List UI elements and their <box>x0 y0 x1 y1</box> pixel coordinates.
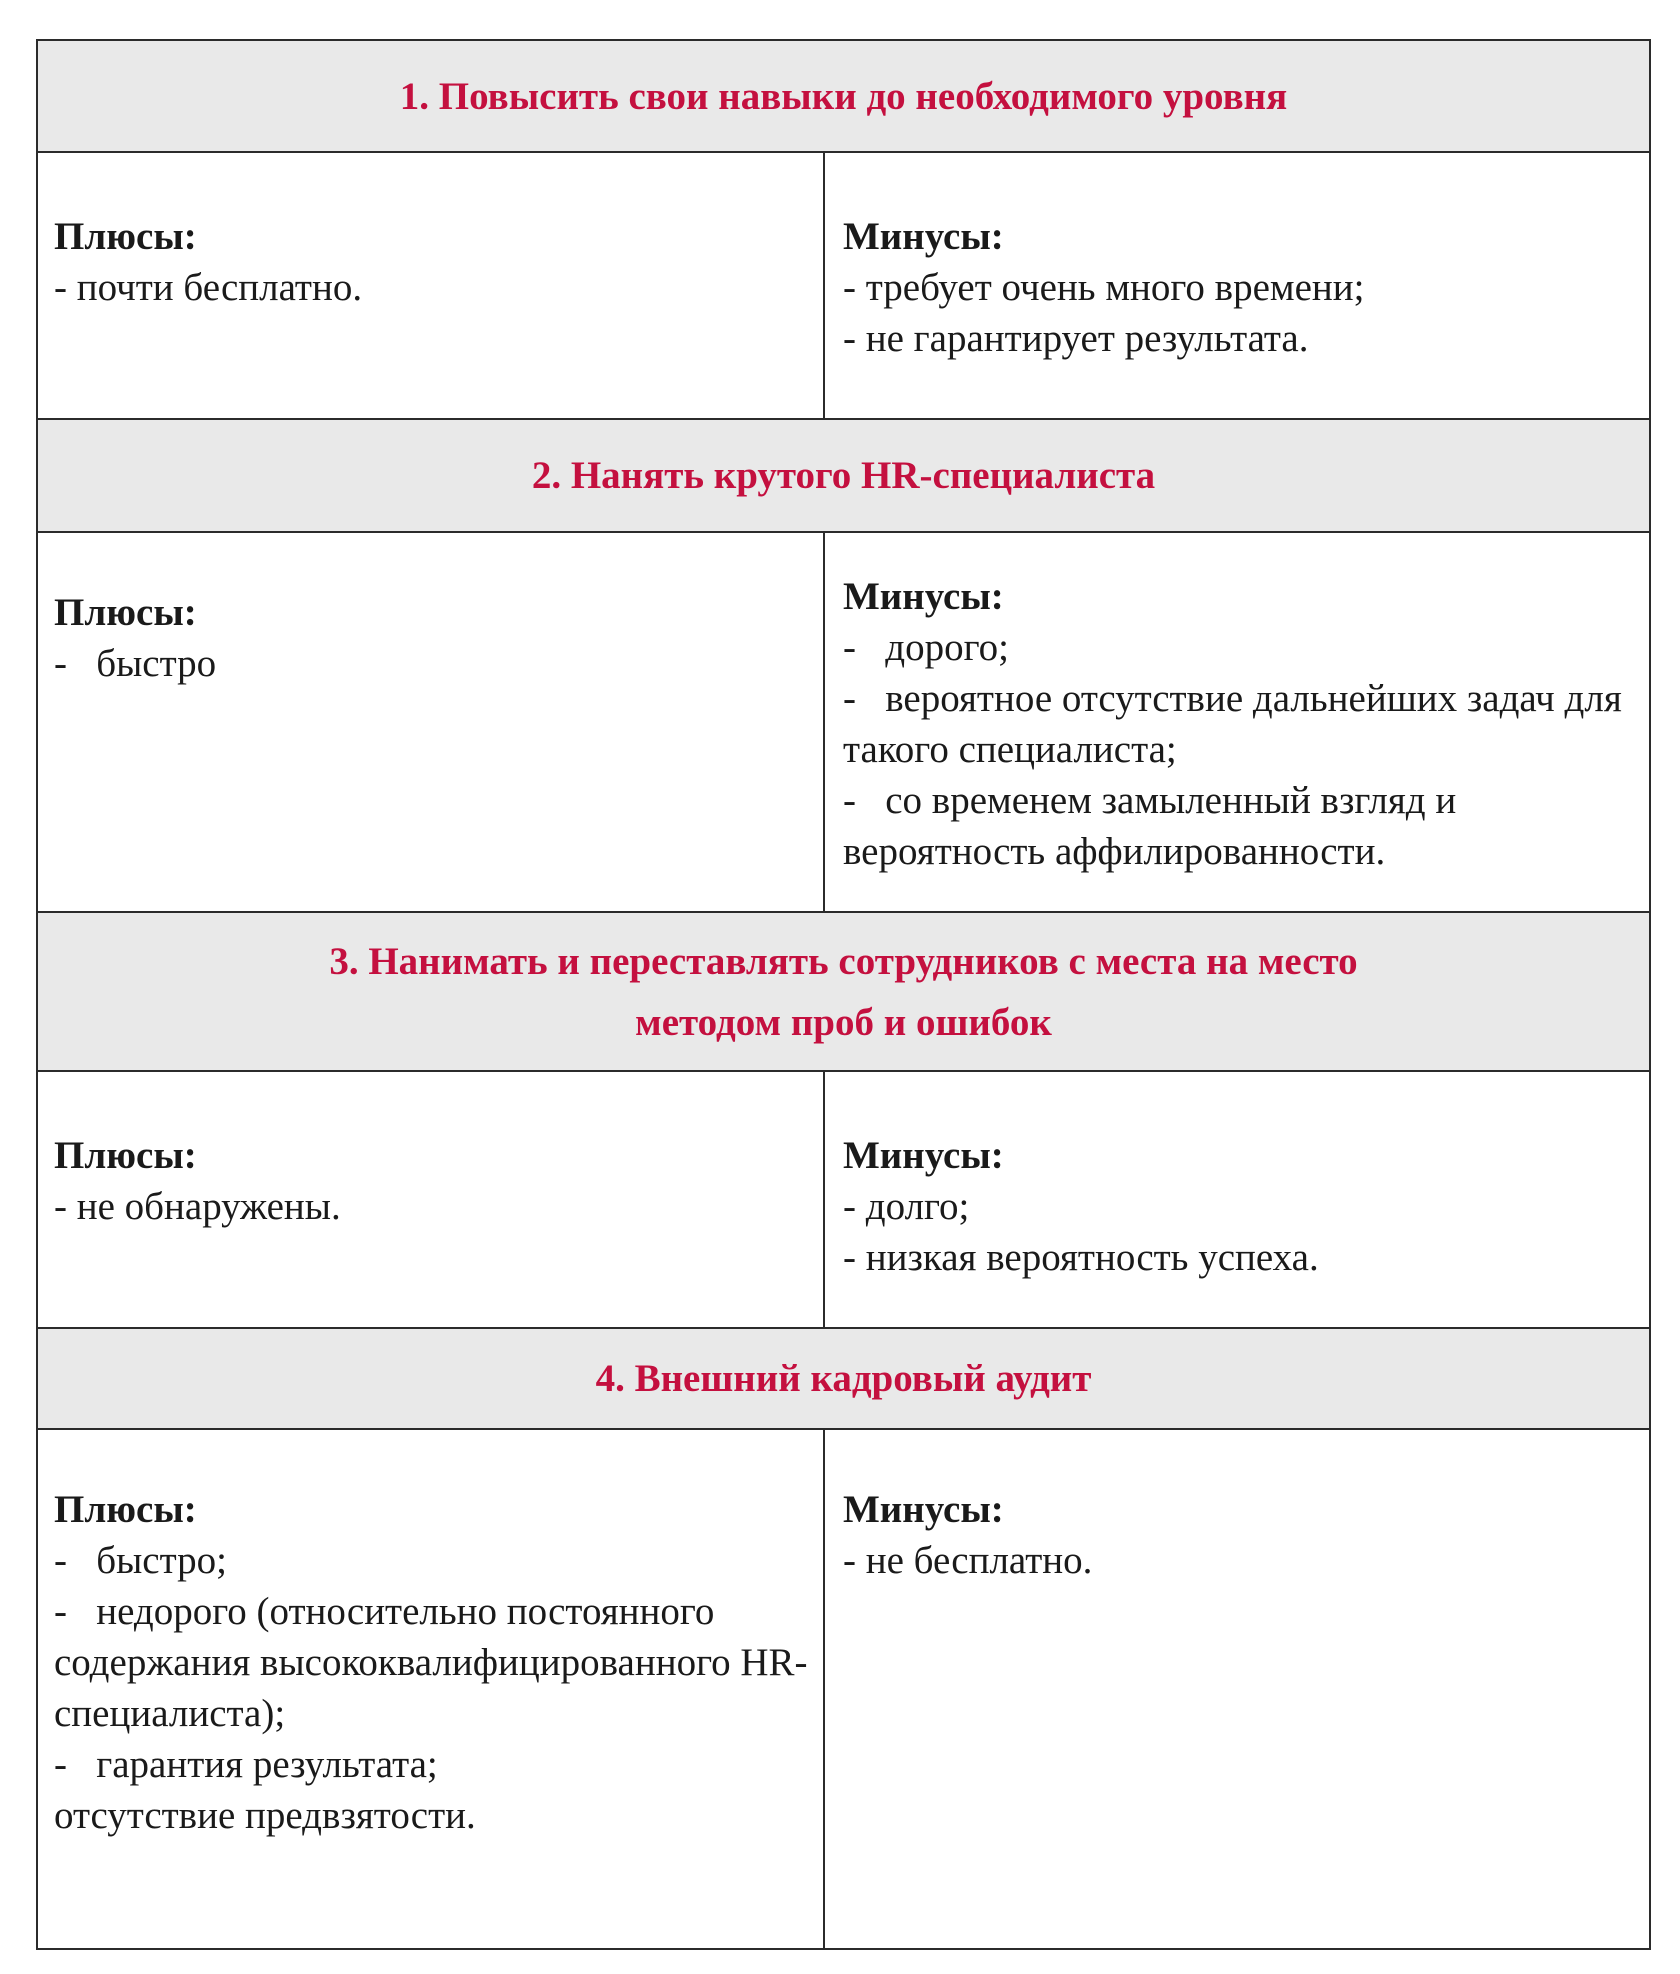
pros-item: - быстро; <box>54 1539 227 1582</box>
section-2-row <box>38 533 1649 913</box>
section-4-pros <box>38 1430 825 1948</box>
cons-item: - со временем замыленный взгляд и вероятность аффилированности. <box>843 779 1467 873</box>
cons-item: - не бесплатно. <box>843 1539 1093 1582</box>
pros-item: - быстро <box>54 642 217 685</box>
pros-label: Плюсы: <box>54 1488 197 1531</box>
pros-item: - недорого (относительно постоянного содержания высококвалифицированного HR-специалиста); <box>54 1590 808 1735</box>
section-2-cons <box>825 533 1649 911</box>
cons-item: - долго; <box>843 1185 970 1228</box>
cons-label: Минусы: <box>843 575 1004 618</box>
cons-label: Минусы: <box>843 1488 1004 1531</box>
section-2-title: 2. Нанять крутого HR-специалиста <box>38 420 1649 533</box>
section-1-cons <box>825 153 1649 418</box>
pros-item: отсутствие предвзятости. <box>54 1794 476 1837</box>
pros-item: - гарантия результата; <box>54 1743 438 1786</box>
section-3-cons <box>825 1072 1649 1327</box>
cons-item: - низкая вероятность успеха. <box>843 1236 1319 1279</box>
pros-label: Плюсы: <box>54 1134 197 1177</box>
pros-label: Плюсы: <box>54 591 197 634</box>
section-4-row <box>38 1430 1649 1948</box>
pros-label: Плюсы: <box>54 215 197 258</box>
cons-item: - требует очень много времени; <box>843 266 1365 309</box>
cons-item: - вероятное отсутствие дальнейших задач для такого специалиста; <box>843 677 1632 771</box>
cons-label: Минусы: <box>843 215 1004 258</box>
section-1-row <box>38 153 1649 420</box>
section-2-pros <box>38 533 825 911</box>
section-3-title: 3. Нанимать и переставлять сотрудников с места на место методом проб и ошибок <box>38 913 1649 1072</box>
section-4-title: 4. Внешний кадровый аудит <box>38 1329 1649 1430</box>
section-4-cons <box>825 1430 1649 1948</box>
cons-label: Минусы: <box>843 1134 1004 1177</box>
pros-item: - не обнаружены. <box>54 1185 341 1228</box>
cons-item: - не гарантирует результата. <box>843 317 1309 360</box>
section-1-title: 1. Повысить свои навыки до необходимого уровня <box>38 41 1649 153</box>
section-3-row <box>38 1072 1649 1329</box>
comparison-table <box>36 39 1651 1950</box>
cons-item: - дорого; <box>843 626 1009 669</box>
section-1-pros <box>38 153 825 418</box>
pros-item: - почти бесплатно. <box>54 266 363 309</box>
section-3-pros <box>38 1072 825 1327</box>
